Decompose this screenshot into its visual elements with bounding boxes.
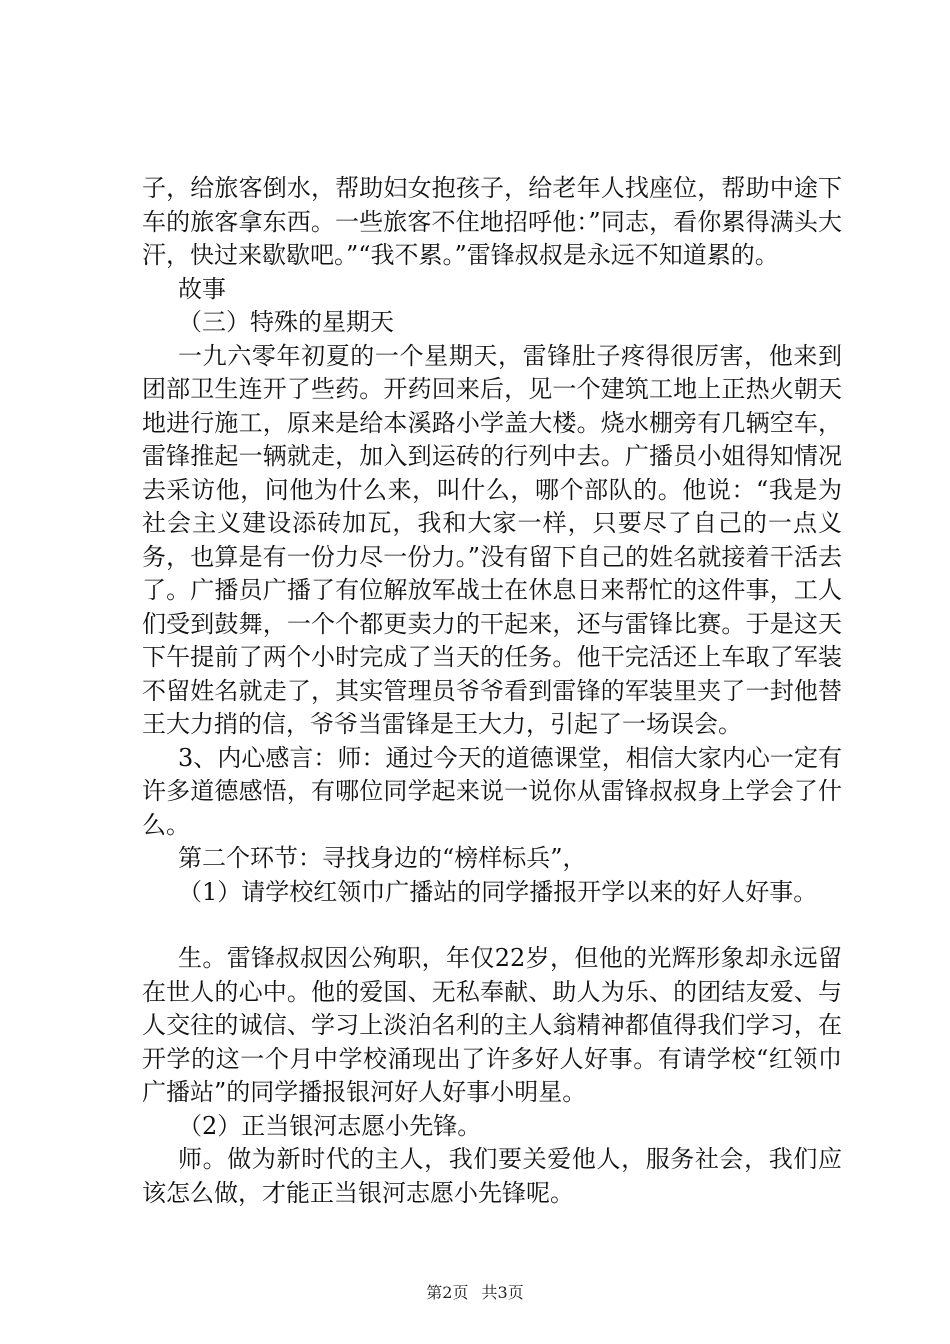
- paragraph-broadcast-request: （1）请学校红领巾广播站的同学播报开学以来的好人好事。: [178, 877, 818, 906]
- paragraph-second-section: 第二个环节：寻找身边的“榜样标兵”，: [178, 844, 587, 872]
- paragraph-story-title: （三）特殊的星期天: [178, 308, 394, 336]
- paragraph-story-body: 一九六零年初夏的一个星期天，雷锋肚子疼得很厉害，他来到团部卫生连开了些药。开药回来后，见一个建筑工地上正热火朝天地进行施工，原来是给本溪路小学盖大楼。烧水棚旁有几辆空车，雷锋推起一辆就走，加入到运砖的行列中去。广播员小姐得知情况去采访他，问他为什么来，叫什么，哪个部队的。他说：“我是为社会主义建设添砖加瓦，我和大家一样，只要尽了自己的一点义务，也算是有一份力尽一份力。”没有留下自己的姓名就接着干活去了。广播员广播了有位解放军战士在休息日来帮忙的这件事，工人们受到鼓舞，一个个都更卖力的干起来，还与雷锋比赛。于是这天下午提前了两个小时完成了当天的任务。他干完活还上车取了军装不留姓名就走了，其实管理员爷爷看到雷锋的军装里夹了一封他替王大力捎的信，爷爷当雷锋是王大力，引起了一场误会。: [142, 341, 842, 738]
- paragraph-gap: [142, 909, 842, 942]
- paragraph-volunteer-title: （2）正当银河志愿小先锋。: [178, 1111, 482, 1140]
- paragraph-teacher-question: 师。做为新时代的主人，我们要关爱他人，服务社会，我们应该怎么做，才能正当银河志愿小先锋呢。: [142, 1145, 842, 1207]
- paragraph-inner-reflection: 3、内心感言：师：通过今天的道德课堂，相信大家内心一定有许多道德感悟，有哪位同学起来说一说你从雷锋叔叔身上学会了什么。: [142, 743, 842, 839]
- document-body: [142, 172, 842, 1210]
- paragraph-continuation: 子，给旅客倒水，帮助妇女抱孩子，给老年人找座位，帮助中途下车的旅客拿东西。一些旅客不住地招呼他：”同志，看你累得满头大汗，快过来歇歇吧。”“我不累。”雷锋叔叔是永远不知道累的。: [142, 174, 842, 269]
- paragraph-leifeng-legacy: 生。雷锋叔叔因公殉职，年仅22岁，但他的光辉形象却永远留在世人的心中。他的爱国、无私奉献、助人为乐、的团结友爱、与人交往的诚信、学习上淡泊名利的主人翁精神都值得我们学习，在开学的这一个月中学校涌现出了许多好人好事。有请学校“红领巾广播站”的同学播报银河好人好事小明星。: [142, 944, 842, 1106]
- page-number: 第2页: [426, 1283, 469, 1302]
- page-footer: [0, 1280, 950, 1303]
- paragraph-story-label: 故事: [178, 274, 226, 303]
- page-total: 共3页: [481, 1283, 524, 1302]
